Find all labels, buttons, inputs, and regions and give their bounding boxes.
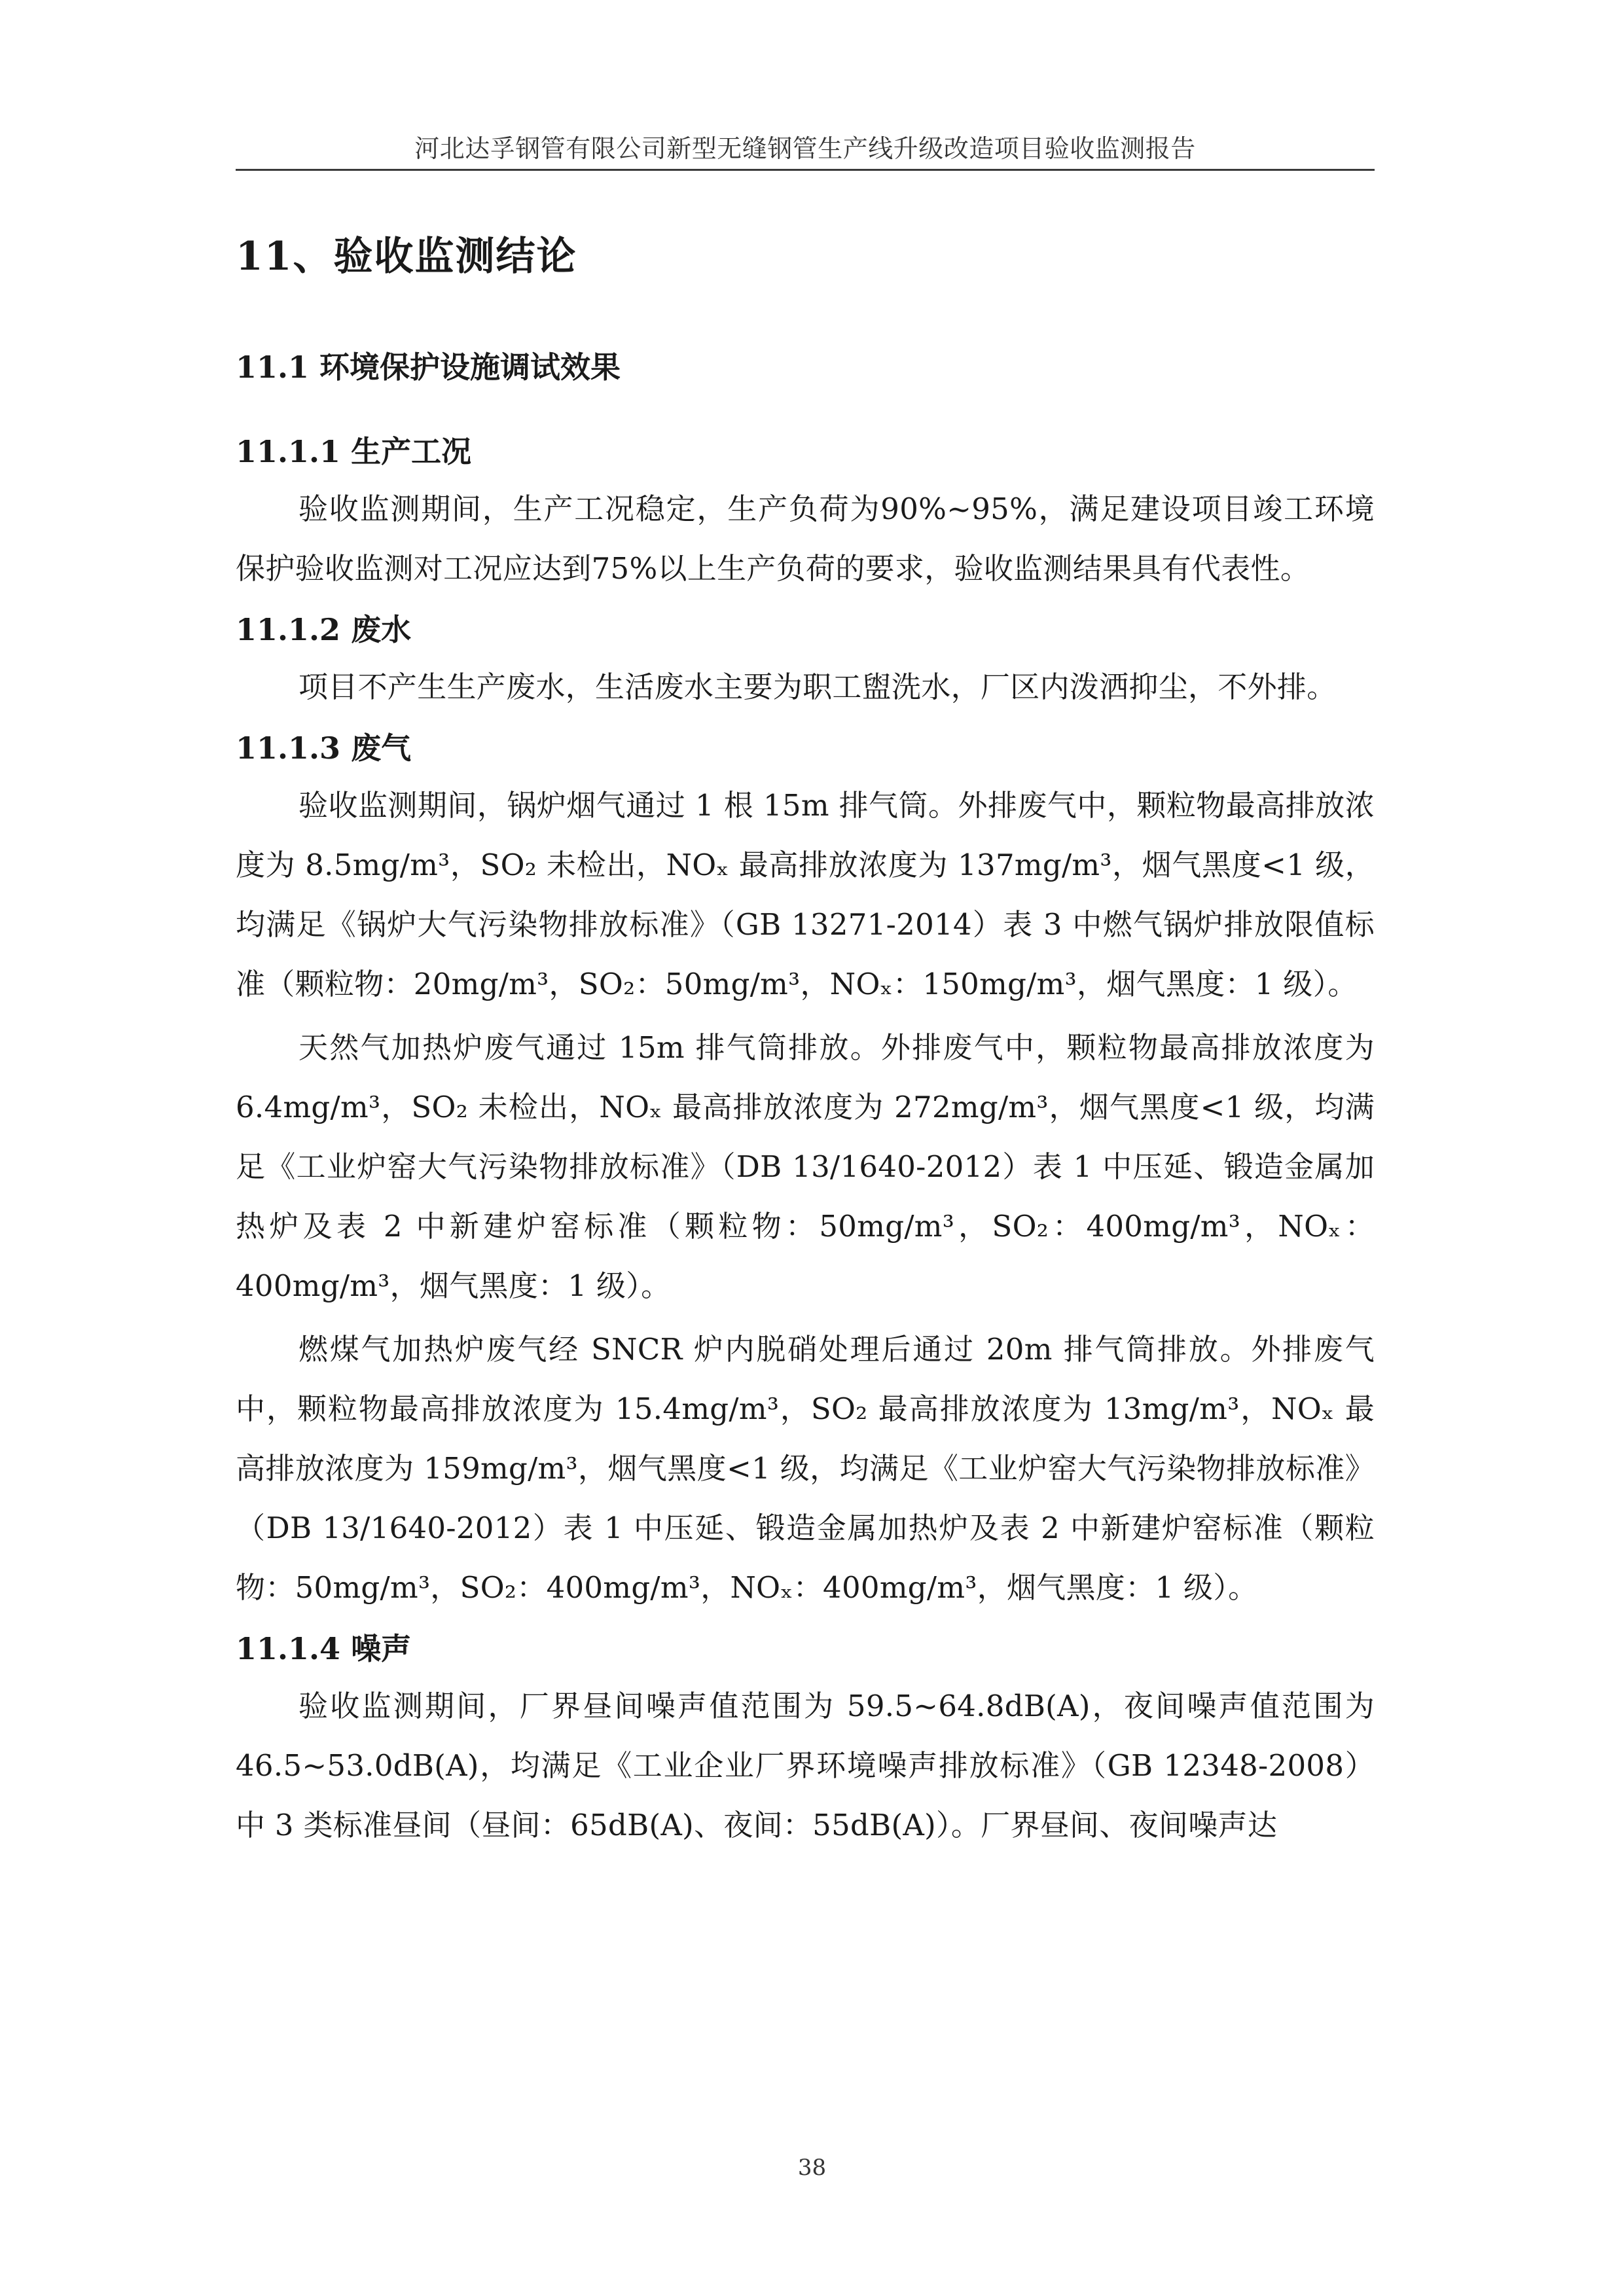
- subsection-title-wastewater: 11.1.2 废水: [236, 612, 412, 647]
- chapter-title: 11、验收监测结论: [236, 234, 577, 279]
- page-content: [236, 223, 1375, 1859]
- paragraph-production: 验收监测期间，生产工况稳定，生产负荷为90%~95%，满足建设项目竣工环境保护验收监测对工况应达到75%以上生产负荷的要求，验收监测结果具有代表性。: [236, 492, 1375, 586]
- section-title: 11.1 环境保护设施调试效果: [236, 350, 621, 385]
- paragraph-coal-gas-furnace: 燃煤气加热炉废气经 SNCR 炉内脱硝处理后通过 20m 排气筒排放。外排废气中，颗粒物最高排放浓度为 15.4mg/m³，SO₂ 最高排放浓度为 13mg/m³，NOₓ 最高排放浓度为 159mg/m³，烟气黑度<1 级，均满足《工业炉窑大气污染物排放标准》（DB 13/1640-2012）表 1 中压延、锻造金属加热炉及表 2 中新建炉窑标准（颗粒物：50mg/m³，SO₂：400mg/m³，NOₓ：400mg/m³，烟气黑度：1 级）。: [236, 1332, 1375, 1605]
- paragraph-noise: 验收监测期间，厂界昼间噪声值范围为 59.5~64.8dB(A)，夜间噪声值范围为 46.5~53.0dB(A)，均满足《工业企业厂界环境噪声排放标准》（GB 12348-2008）中 3 类标准昼间（昼间：65dB(A)、夜间：55dB(A)）。厂界昼间、夜间噪声达: [236, 1689, 1375, 1842]
- page-number: 38: [797, 2155, 827, 2181]
- running-header: 河北达孚钢管有限公司新型无缝钢管生产线升级改造项目验收监测报告: [414, 134, 1196, 163]
- subsection-title-exhaust-gas: 11.1.3 废气: [236, 730, 412, 766]
- paragraph-boiler-gas: 验收监测期间，锅炉烟气通过 1 根 15m 排气筒。外排废气中，颗粒物最高排放浓度为 8.5mg/m³，SO₂ 未检出，NOₓ 最高排放浓度为 137mg/m³，烟气黑度<1 级，均满足《锅炉大气污染物排放标准》（GB 13271-2014）表 3 中燃气锅炉排放限值标准（颗粒物：20mg/m³，SO₂：50mg/m³，NOₓ：150mg/m³，烟气黑度：1 级）。: [236, 788, 1375, 1001]
- paragraph-natural-gas-furnace: 天然气加热炉废气通过 15m 排气筒排放。外排废气中，颗粒物最高排放浓度为 6.4mg/m³，SO₂ 未检出，NOₓ 最高排放浓度为 272mg/m³，烟气黑度<1 级，均满足《工业炉窑大气污染物排放标准》（DB 13/1640-2012）表 1 中压延、锻造金属加热炉及表 2 中新建炉窑标准（颗粒物：50mg/m³，SO₂：400mg/m³，NOₓ：400mg/m³，烟气黑度：1 级）。: [236, 1030, 1375, 1303]
- header-divider: [236, 169, 1375, 171]
- subsection-title-noise: 11.1.4 噪声: [236, 1631, 412, 1666]
- paragraph-wastewater: 项目不产生生产废水，生活废水主要为职工盥洗水，厂区内泼洒抑尘，不外排。: [298, 670, 1337, 704]
- subsection-title-production: 11.1.1 生产工况: [236, 434, 472, 469]
